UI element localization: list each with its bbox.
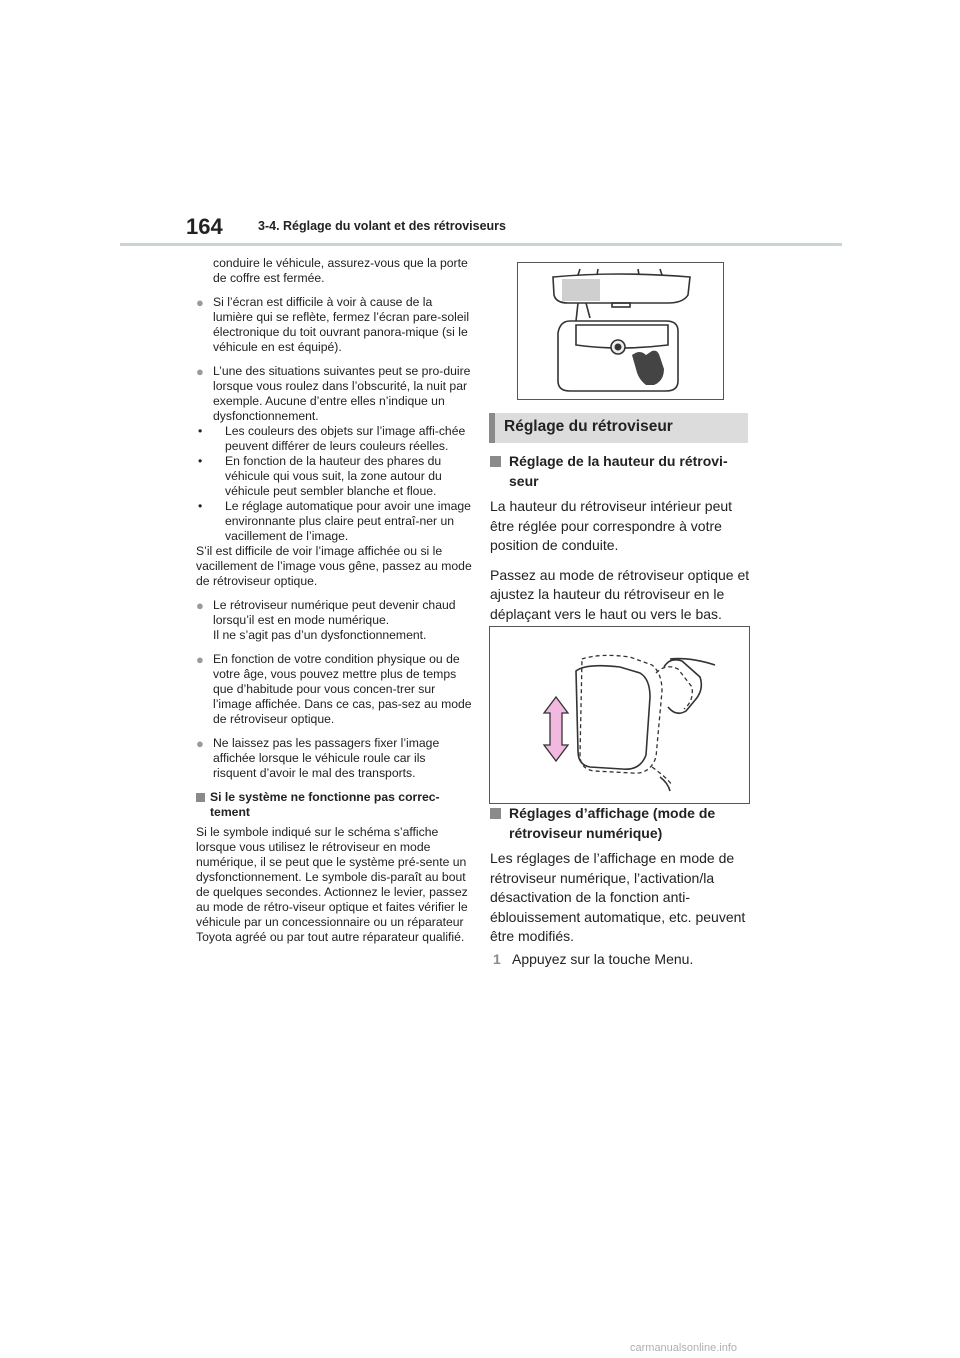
right-column-bottom	[490, 804, 752, 969]
bullet-dot-icon: ●	[196, 598, 204, 613]
subsection-heading: Si le système ne fonctionne pas correc-tement	[196, 790, 472, 820]
subsection-heading: Réglages d’affichage (mode de rétroviseur numérique)	[490, 804, 752, 843]
step-item: 1 Appuyez sur la touche Menu.	[490, 950, 752, 970]
paragraph: Les réglages de l’affichage en mode de rétroviseur numérique, l’activation/la désactivation de la fonction anti-éblouissement automatique, etc. peuvent être modifiés.	[490, 850, 746, 944]
bullet-item: ● L’une des situations suivantes peut se pro-duire lorsque vous roulez dans l’obscurité, la nuit par exemple. Aucune d’entre elles n’indique un dysfonctionnement.	[196, 364, 471, 423]
mirror-button-illustration	[517, 262, 724, 400]
bullet-dot-icon: ●	[196, 652, 204, 667]
paragraph-continued: conduire le véhicule, assurez-vous que la porte de coffre est fermée.	[213, 256, 468, 285]
sub-item: • En fonction de la hauteur des phares du véhicule qui vous suit, la zone autour du véhicule peut sembler blanche et floue.	[198, 454, 442, 498]
section-band-title: Réglage du rétroviseur	[504, 418, 673, 435]
page-number: 164	[186, 214, 223, 239]
left-column	[196, 256, 472, 945]
square-marker-icon	[490, 456, 501, 467]
bullet-item: ● Si l’écran est difficile à voir à cause de la lumière qui se reflète, fermez l’écran pare-soleil électronique du toit ouvrant panora-mique (si le véhicule en est équipé).	[196, 295, 470, 354]
bullet-dot-icon: ●	[196, 736, 204, 751]
header-divider	[120, 243, 842, 246]
section-title: 3-4. Réglage du volant et des rétroviseurs	[258, 219, 506, 233]
sub-item: • Les couleurs des objets sur l’image affi-chée peuvent différer de leurs couleurs réelles.	[198, 424, 466, 453]
paragraph: Si le symbole indiqué sur le schéma s’affiche lorsque vous utilisez le rétroviseur en mode numérique, il se peut que le système pré-sente un dysfonctionnement. Le symbole dis-paraît au bout de quelques secondes. Actionnez le levier, passez au mode de rétro-viseur optique et faites vérifier le véhicule par un concessionnaire ou un réparateur Toyota agréé ou par tout autre réparateur qualifié.	[196, 825, 468, 944]
watermark: carmanualsonline.info	[630, 1342, 738, 1354]
step-number: 1	[493, 950, 501, 967]
paragraph: La hauteur du rétroviseur intérieur peut être réglée pour correspondre à votre position de conduite.	[490, 498, 733, 553]
mirror-height-illustration	[489, 626, 750, 804]
right-column-top	[490, 452, 752, 624]
bullet-dot-icon: ●	[196, 364, 204, 379]
sub-item: • Le réglage automatique pour avoir une image environnante plus claire peut entraî-ner un vacillement de l’image.	[198, 499, 471, 543]
square-marker-icon	[196, 793, 205, 802]
bullet-item: ● Ne laissez pas les passagers fixer l’image affichée lorsque le véhicule roule car ils risquent d’avoir le mal des transports.	[196, 736, 440, 780]
paragraph: Passez au mode de rétroviseur optique et ajustez la hauteur du rétroviseur en le déplaçant vers le haut ou vers le bas.	[490, 566, 750, 622]
square-marker-icon	[490, 808, 501, 819]
bullet-item: ● En fonction de votre condition physique ou de votre âge, vous pouvez mettre plus de temps que d’habitude pour vous concen-trer sur l’image affichée. Dans ce cas, pas-sez au mode de rétroviseur optique.	[196, 652, 472, 726]
bullet-item: ● Le rétroviseur numérique peut devenir chaud lorsqu’il est en mode numérique. Il ne s’agit pas d’un dysfonctionnement.	[196, 598, 456, 642]
bullet-dot-icon: ●	[196, 295, 204, 310]
subsection-heading: Réglage de la hauteur du rétrovi-seur	[490, 452, 752, 491]
paragraph: S’il est difficile de voir l’image affichée ou si le vacillement de l’image vous gêne, passez au mode de rétroviseur optique.	[196, 544, 472, 588]
